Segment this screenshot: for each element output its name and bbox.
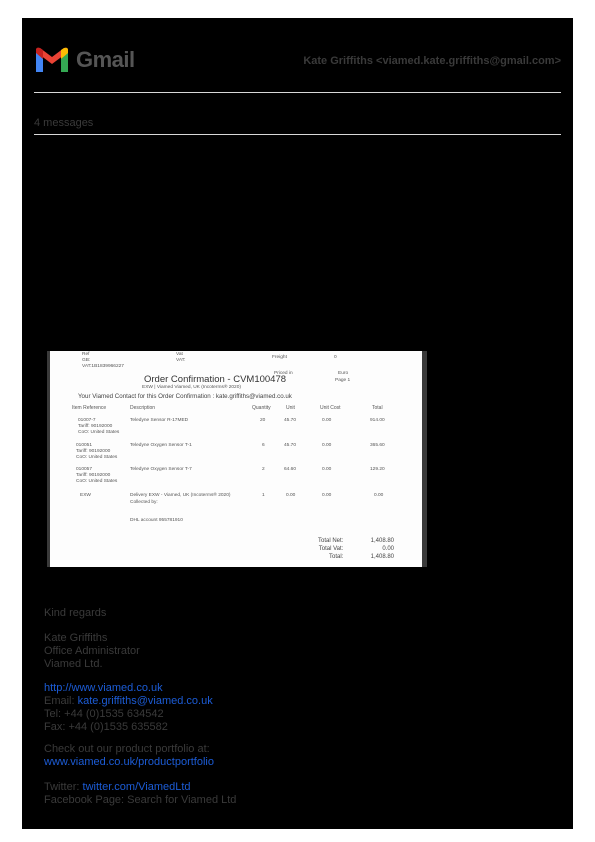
row-quantity: 6 — [262, 443, 265, 448]
row-unit: 45.70 — [284, 443, 297, 448]
row-description: Delivery EXW - Viamed, UK (Incoterms® 2020) — [130, 493, 231, 498]
vat-fragment: Vat — [176, 352, 183, 357]
table-row: 010057 Tariff: 90192000 CoO: United States — [76, 467, 118, 484]
column-header: Total — [372, 405, 383, 411]
message-count: 4 messages — [34, 117, 94, 129]
row-unit-cost: 0.00 — [322, 418, 332, 423]
divider — [34, 92, 561, 93]
email-link[interactable]: kate.griffiths@viamed.co.uk — [77, 695, 213, 707]
column-header: Description — [130, 405, 156, 411]
table-row: 010051 Tariff: 90192000 CoO: United States — [76, 443, 118, 460]
twitter-link[interactable]: twitter.com/ViamedLtd — [82, 781, 191, 793]
freight-value: 0 — [334, 355, 337, 360]
website-link[interactable]: http://www.viamed.co.uk — [44, 682, 163, 694]
column-header: Unit — [286, 405, 295, 411]
row-total: 365.60 — [370, 443, 385, 448]
twitter-label: Twitter: — [44, 781, 80, 793]
totals-values: 1,408.80 0.00 1,408.80 — [370, 538, 394, 560]
row-quantity: 20 — [260, 418, 266, 423]
gmail-m-icon — [34, 46, 70, 74]
row-unit-cost: 0.00 — [322, 493, 332, 498]
signature-role: Office Administrator — [44, 645, 140, 657]
column-header: Item Reference — [72, 405, 107, 411]
totals-labels: Total Net: Total Vat: Total: — [318, 538, 344, 560]
gmail-logo — [34, 46, 138, 74]
signature-company: Viamed Ltd. — [44, 658, 103, 670]
account-name: Kate Griffiths <viamed.kate.griffiths@gmail.com> — [303, 55, 561, 67]
row-unit: 45.70 — [284, 418, 297, 423]
row-unit-cost: 0.00 — [322, 467, 332, 472]
fax: Fax: +44 (0)1535 635582 — [44, 721, 168, 733]
row-unit: 64.60 — [284, 467, 297, 472]
confirmation-line: Your Viamed Contact for this Order Confirmation : kate.griffiths@viamed.co.uk — [78, 393, 292, 400]
collected-by: Collected by: — [130, 500, 158, 505]
table-row: EXW — [80, 493, 91, 498]
order-title: Order Confirmation - CVM100478 — [144, 374, 287, 385]
portfolio-link[interactable]: www.viamed.co.uk/productportfolio — [44, 756, 214, 768]
signature-name: Kate Griffiths — [44, 632, 108, 644]
row-total: 0.00 — [374, 493, 384, 498]
ref-line: Ref — [82, 352, 90, 357]
page-number: Page 1 — [335, 378, 351, 383]
table-row: 01007-7 Tariff: 90192000 CoO: United States — [78, 418, 120, 435]
contact-block — [44, 682, 213, 734]
portfolio-text: Check out our product portfolio at: — [44, 743, 210, 755]
order-subtitle: EXW | Viamed Viamed, UK (Incoterms® 2020) — [142, 385, 241, 390]
vat-number: VAT:1B1839966227 — [82, 364, 124, 369]
ref-line: GB: — [82, 358, 91, 363]
email-printout — [22, 18, 573, 829]
row-description: Teledyne Sensor R-17MED — [130, 418, 189, 423]
telephone: Tel: +44 (0)1535 634542 — [44, 708, 164, 720]
sign-off: Kind regards — [44, 607, 107, 619]
row-total: 129.20 — [370, 467, 385, 472]
row-description: Teledyne Oxygen Sensor T-7 — [130, 467, 192, 472]
column-header: Quantity — [252, 405, 271, 411]
divider — [34, 134, 561, 135]
gmail-wordmark: Gmail — [76, 47, 135, 72]
dhl-account: DHL account 955781910 — [130, 518, 183, 523]
row-unit: 0.00 — [286, 493, 296, 498]
facebook-text: Facebook Page: Search for Viamed Ltd — [44, 794, 237, 806]
freight-label: Freight — [272, 355, 287, 360]
row-quantity: 1 — [262, 493, 265, 498]
currency: Euro — [338, 371, 349, 376]
row-quantity: 2 — [262, 467, 265, 472]
order-confirmation-attachment[interactable] — [47, 351, 427, 567]
portfolio-block — [44, 743, 214, 769]
column-header: Unit Cost — [320, 405, 341, 411]
priced-in-label: Priced in — [274, 371, 293, 376]
social-block — [44, 781, 236, 807]
row-unit-cost: 0.00 — [322, 443, 332, 448]
email-label: Email: — [44, 695, 75, 707]
row-total: 914.00 — [370, 418, 385, 423]
signature-block — [44, 632, 140, 671]
vat-fragment: VAT: — [176, 358, 186, 363]
row-description: Teledyne Oxygen Sensor T-1 — [130, 443, 192, 448]
